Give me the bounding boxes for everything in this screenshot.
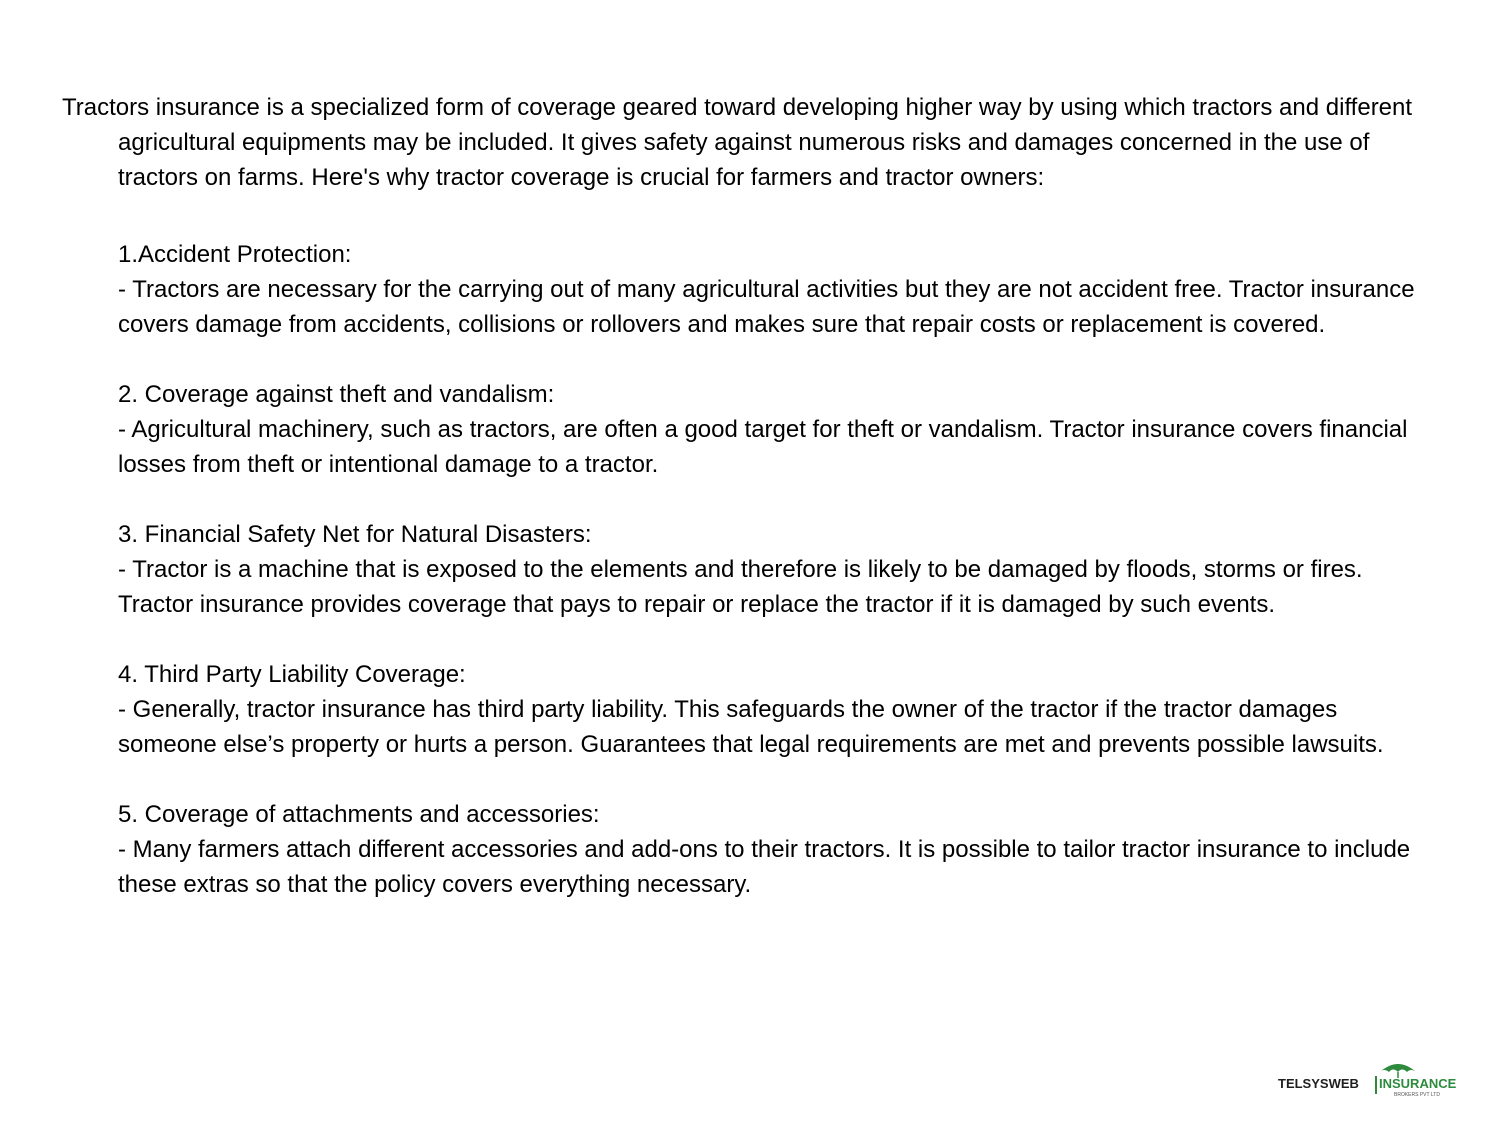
logo-brand-right: INSURANCE — [1379, 1076, 1457, 1091]
section-heading: 5. Coverage of attachments and accessories: — [118, 801, 600, 828]
section-heading: 4. Third Party Liability Coverage: — [118, 661, 466, 688]
section-body: - Generally, tractor insurance has third party liability. This safeguards the owner of the tractor if the tractor damages someone else’s property or hurts a person. Guarantees that legal requirements are met and prevents possible lawsuits. — [118, 696, 1384, 758]
section-natural-disasters — [62, 517, 1422, 622]
section-attachments-accessories — [62, 797, 1422, 902]
intro-paragraph: Tractors insurance is a specialized form of coverage geared toward developing higher way by using which tractors and different agricultural equipments may be included. It gives safety against numerous risks and damages concerned in the use of tractors on farms. Here's why tractor coverage is crucial for farmers and tractor owners: — [62, 94, 1413, 191]
section-third-party-liability — [62, 657, 1422, 762]
section-accident-protection — [62, 237, 1422, 342]
section-body: - Agricultural machinery, such as tractors, are often a good target for theft or vandalism. Tractor insurance covers financial losses from theft or intentional damage to a tractor. — [118, 416, 1408, 478]
company-logo — [1276, 1058, 1471, 1098]
section-body: - Tractor is a machine that is exposed to the elements and therefore is likely to be damaged by floods, storms or fires. Tractor insurance provides coverage that pays to repair or replace the tractor if it is damaged by such events. — [118, 556, 1363, 618]
company-logo-graphic — [1276, 1058, 1471, 1098]
section-theft-vandalism — [62, 377, 1422, 482]
logo-brand-left: TELSYSWEB — [1278, 1076, 1359, 1091]
logo-tagline: BROKERS PVT LTD — [1394, 1092, 1440, 1098]
section-heading: 2. Coverage against theft and vandalism: — [118, 381, 555, 408]
section-body: - Tractors are necessary for the carrying out of many agricultural activities but they are not accident free. Tractor insurance covers damage from accidents, collisions or rollovers and makes sure that repair costs or replacement is covered. — [118, 276, 1415, 338]
section-heading: 1.Accident Protection: — [118, 241, 352, 268]
document-body — [62, 90, 1422, 902]
section-heading: 3. Financial Safety Net for Natural Disasters: — [118, 521, 592, 548]
section-body: - Many farmers attach different accessories and add-ons to their tractors. It is possible to tailor tractor insurance to include these extras so that the policy covers everything necessary. — [118, 836, 1411, 898]
